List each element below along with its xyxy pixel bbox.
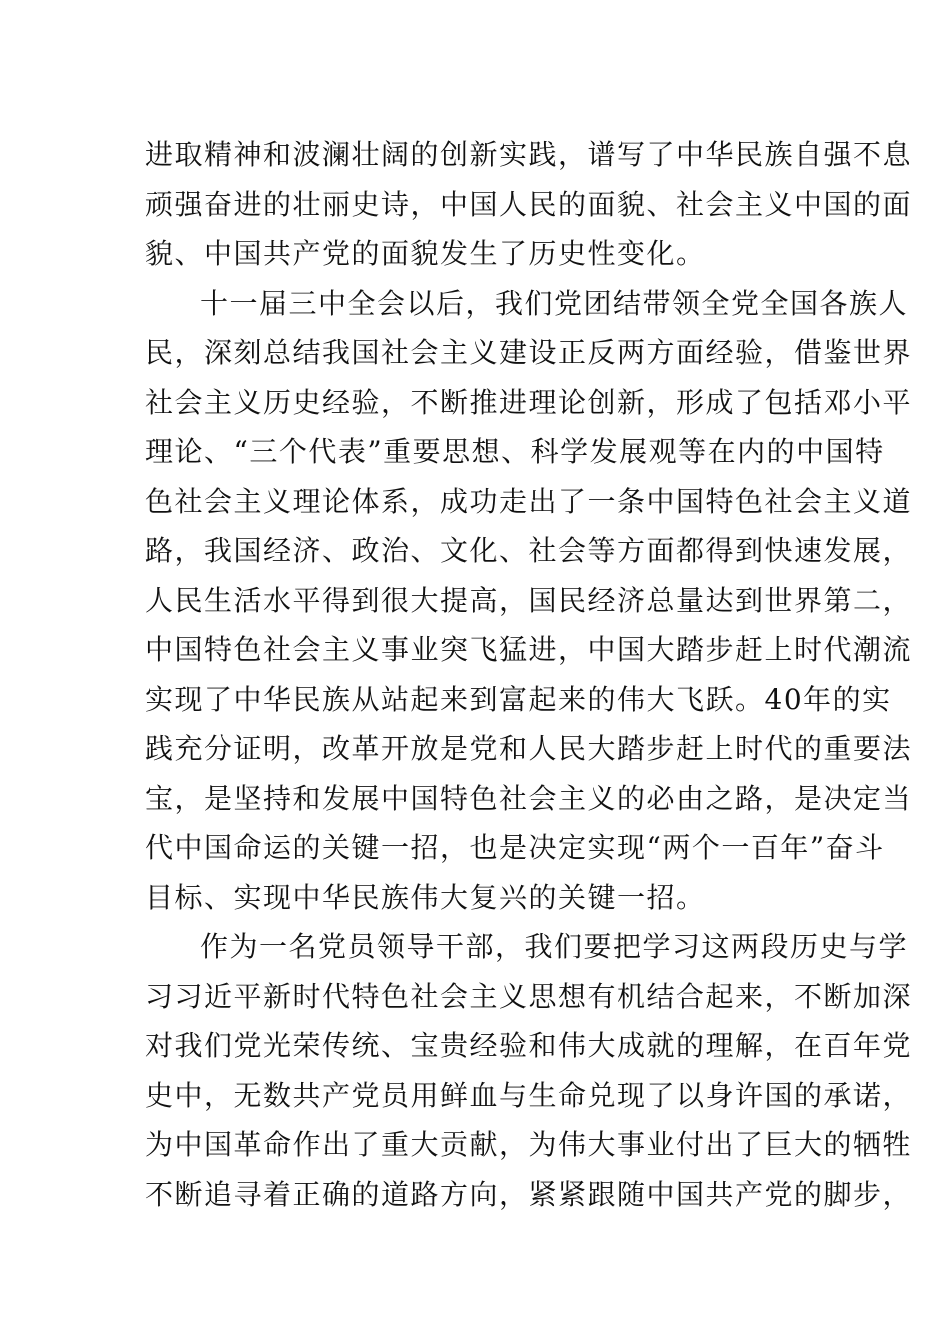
- text-line: 史中，无数共产党员用鲜血与生命兑现了以身许国的承诺，: [145, 1078, 913, 1112]
- text-line: 不断追寻着正确的道路方向，紧紧跟随中国共产党的脚步，: [145, 1177, 913, 1211]
- body-text: [145, 130, 913, 1219]
- text-line: 宝，是坚持和发展中国特色社会主义的必由之路，是决定当: [145, 781, 913, 815]
- text-line: 习习近平新时代特色社会主义思想有机结合起来，不断加深: [145, 979, 913, 1013]
- text-line: 目标、实现中华民族伟大复兴的关键一招。: [145, 880, 706, 914]
- text-line: 十一届三中全会以后，我们党团结带领全党全国各族人: [200, 286, 909, 320]
- text-line: 中国特色社会主义事业突飞猛进，中国大踏步赶上时代潮流: [145, 633, 913, 666]
- text-line: 践充分证明，改革开放是党和人民大踏步赶上时代的重要法: [145, 732, 913, 765]
- text-line: 代中国命运的关键一招，也是决定实现“两个一百年”奋斗: [145, 831, 885, 864]
- text-line: 人民生活水平得到很大提高，国民经济总量达到世界第二，: [145, 583, 913, 617]
- text-line: 民，深刻总结我国社会主义建设正反两方面经验，借鉴世界: [145, 336, 913, 369]
- text-line: 进取精神和波澜壮阔的创新实践，谱写了中华民族自强不息: [145, 138, 913, 171]
- text-line: 对我们党光荣传统、宝贵经验和伟大成就的理解，在百年党: [145, 1029, 913, 1062]
- text-line: 理论、“三个代表”重要思想、科学发展观等在内的中国特: [145, 435, 885, 468]
- text-line: 作为一名党员领导干部，我们要把学习这两段历史与学: [200, 930, 909, 963]
- text-line: 路，我国经济、政治、文化、社会等方面都得到快速发展，: [145, 534, 913, 567]
- text-line: 社会主义历史经验，不断推进理论创新，形成了包括邓小平: [145, 385, 913, 419]
- text-line: 为中国革命作出了重大贡献，为伟大事业付出了巨大的牺牲: [145, 1128, 913, 1161]
- text-line: 实现了中华民族从站起来到富起来的伟大飞跃。40年的实: [145, 682, 892, 716]
- text-line: 色社会主义理论体系，成功走出了一条中国特色社会主义道: [145, 484, 913, 518]
- text-line: 顽强奋进的壮丽史诗，中国人民的面貌、社会主义中国的面: [145, 187, 913, 221]
- text-line: 貌、中国共产党的面貌发生了历史性变化。: [145, 237, 706, 270]
